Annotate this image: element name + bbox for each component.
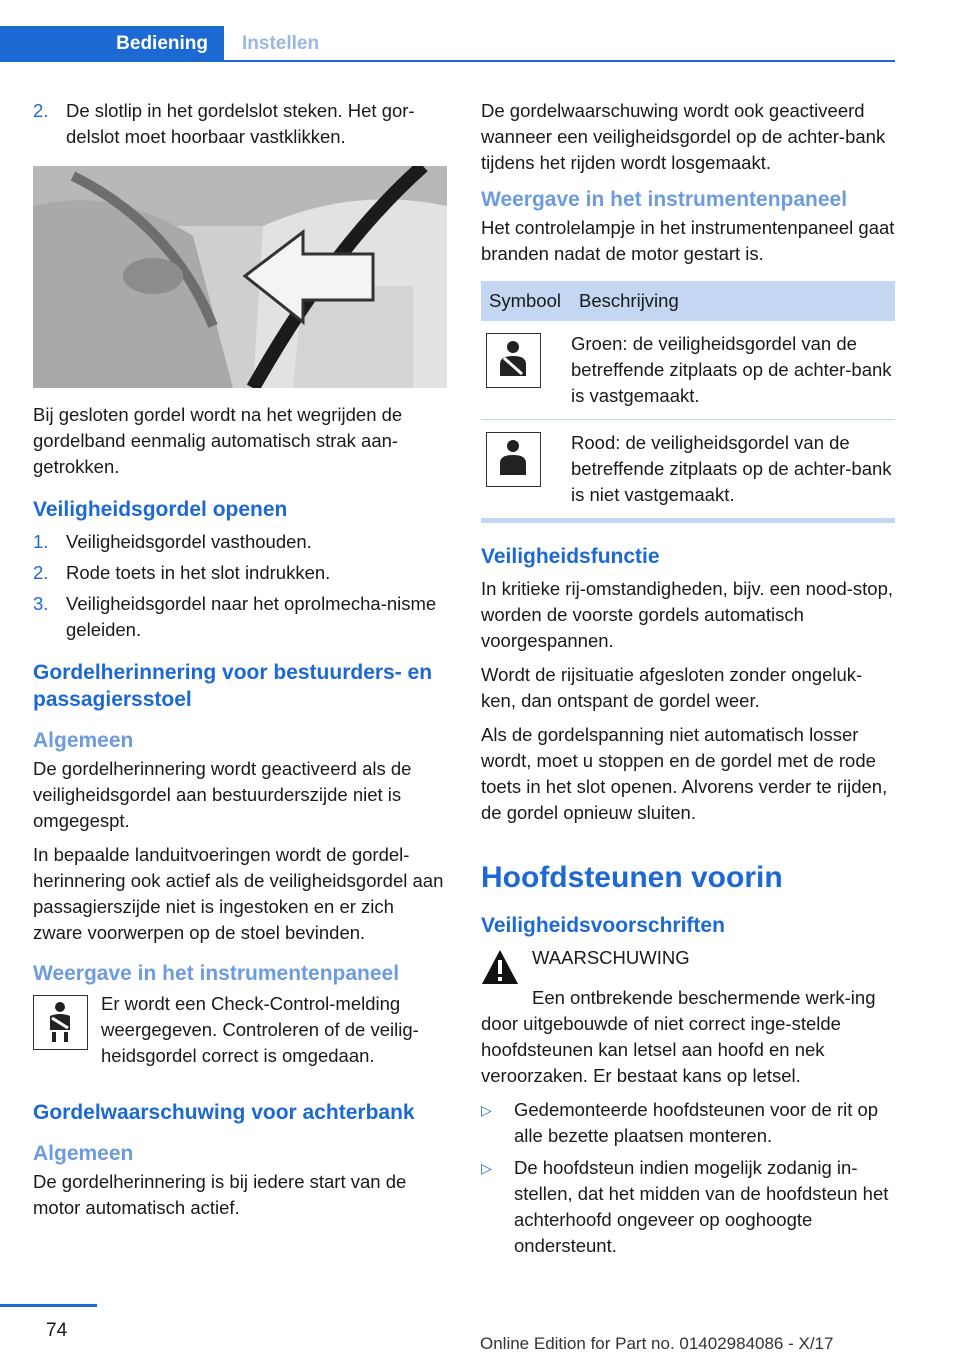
left-column [33, 98, 447, 1229]
step-text: Veiligheidsgordel naar het oprolmecha‐nisme geleiden. [66, 593, 437, 640]
step-number: 2. [33, 100, 49, 121]
bullet-triangle-icon: ▷ [481, 1160, 492, 1176]
seat-photo-illustration [33, 166, 447, 388]
list-item [33, 591, 447, 643]
warning-title: WAARSCHUWING [532, 947, 690, 968]
check-control-text: Er wordt een Check-Control-melding weergegeven. Controleren of de veilig‐heidsgordel correct is omgedaan. [101, 993, 419, 1066]
right-column [481, 98, 895, 1265]
step-list-opening [33, 529, 447, 643]
list-item [481, 1155, 895, 1259]
table-row [481, 321, 895, 420]
seatbelt-buckle-photo [33, 166, 447, 388]
seatbelt-warning-icon [33, 995, 88, 1050]
paragraph: Wordt de rijsituatie afgesloten zonder ongeluk‐ken, dan ontspant de gordel weer. [481, 664, 863, 711]
bullet-text: De hoofdsteun indien mogelijk zodanig in‐stellen, dat het midden van de hoofdsteun het achterhoofd ongeveer op ooghoogte ondersteunt. [514, 1157, 889, 1256]
column-header-symbool: Symbool [481, 281, 571, 321]
symbol-cell [481, 420, 571, 519]
paragraph: Het controlelampje in het instrumentenpaneel gaat branden nadat de motor gestart is. [481, 217, 895, 264]
symbol-table [481, 281, 895, 519]
seatbelt-fastened-icon [486, 333, 541, 388]
seatbelt-unfastened-icon [486, 432, 541, 487]
paragraph: De gordelwaarschuwing wordt ook geactiveerd wanneer een veiligheidsgordel op de achter‐bank tijdens het rijden wordt losgemaakt. [481, 100, 886, 173]
page-number: 74 [46, 1320, 68, 1341]
heading-achterbank: Gordelwaarschuwing voor achterbank [33, 1101, 415, 1124]
subheading-algemeen: Algemeen [33, 1142, 134, 1165]
paragraph: In kritieke rij-omstandigheden, bijv. een nood‐stop, worden de voorste gordels automatisch voorgespannen. [481, 578, 894, 651]
header-divider [0, 60, 895, 62]
warning-text: Een ontbrekende beschermende werk‐ing door uitgebouwde of niet correct inge‐stelde hoofdsteunen kan letsel aan hoofd en nek veroorzaken. Er bestaat kans op letsel. [481, 987, 876, 1086]
heading-gordelherinnering: Gordelherinnering voor bestuurders- en passagiersstoel [33, 661, 433, 711]
bullet-text: Gedemonteerde hoofdsteunen voor de rit op alle bezette plaatsen monteren. [514, 1099, 879, 1146]
bullet-list [481, 1097, 895, 1259]
paragraph: In bepaalde landuitvoeringen wordt de gordel‐herinnering ook actief als de veiligheidsgordel aan passagierszijde niet is ingestoken en er zich zware voorwerpen op de stoel bevinden. [33, 844, 444, 943]
heading-gordel-openen: Veiligheidsgordel openen [33, 498, 288, 521]
list-item [33, 98, 447, 150]
heading-veiligheidsvoorschriften: Veiligheidsvoorschriften [481, 914, 725, 937]
step-number: 3. [33, 593, 49, 614]
step-text: Veiligheidsgordel vasthouden. [66, 531, 312, 552]
step-text: Rode toets in het slot indrukken. [66, 562, 331, 583]
heading-hoofdsteunen: Hoofdsteunen voorin [481, 861, 783, 894]
warning-triangle-icon [481, 949, 519, 985]
subheading-weergave: Weergave in het instrumentenpaneel [481, 188, 848, 211]
edition-note: Online Edition for Part no. 01402984086 - X/17 [480, 1334, 834, 1353]
table-row [481, 420, 895, 519]
subheading-weergave: Weergave in het instrumentenpaneel [33, 962, 400, 985]
paragraph: De gordelherinnering is bij iedere start van de motor automatisch actief. [33, 1171, 407, 1218]
symbol-cell [481, 321, 571, 420]
step-list-closing [33, 98, 447, 150]
description-cell: Rood: de veiligheidsgordel van de betreffende zitplaats op de achter‐bank is niet vastgemaakt. [571, 420, 895, 519]
heading-veiligheidsfunctie: Veiligheidsfunctie [481, 545, 660, 568]
bullet-triangle-icon: ▷ [481, 1102, 492, 1118]
list-item [481, 1097, 895, 1149]
paragraph: Bij gesloten gordel wordt na het wegrijden de gordelband eenmalig automatisch strak aan‐getrokken. [33, 404, 403, 477]
table-header-row [481, 281, 895, 321]
description-cell: Groen: de veiligheidsgordel van de betreffende zitplaats op de achter‐bank is vastgemaakt. [571, 321, 895, 420]
page-header [0, 0, 960, 62]
step-text: De slotlip in het gordelslot steken. Het gor‐delslot moet hoorbaar vastklikken. [66, 100, 415, 147]
footer-divider [0, 1304, 97, 1307]
table-bottom-rule [481, 519, 895, 523]
warning-row [481, 945, 895, 985]
tab-instellen[interactable]: Instellen [242, 33, 320, 54]
tab-bediening[interactable]: Bediening [0, 26, 224, 62]
step-number: 1. [33, 531, 49, 552]
list-item [33, 560, 447, 586]
warning-block [481, 945, 895, 1089]
check-control-row [33, 991, 447, 1077]
paragraph: Als de gordelspanning niet automatisch losser wordt, moet u stoppen en de gordel met de rode toets in het slot openen. Alvorens verder te rijden, de gordel opnieuw sluiten. [481, 724, 888, 823]
paragraph: De gordelherinnering wordt geactiveerd als de veiligheidsgordel aan bestuurderszijde niet is omgegespt. [33, 758, 412, 831]
step-number: 2. [33, 562, 49, 583]
list-item [33, 529, 447, 555]
subheading-algemeen: Algemeen [33, 729, 134, 752]
column-header-beschrijving: Beschrijving [571, 281, 895, 321]
